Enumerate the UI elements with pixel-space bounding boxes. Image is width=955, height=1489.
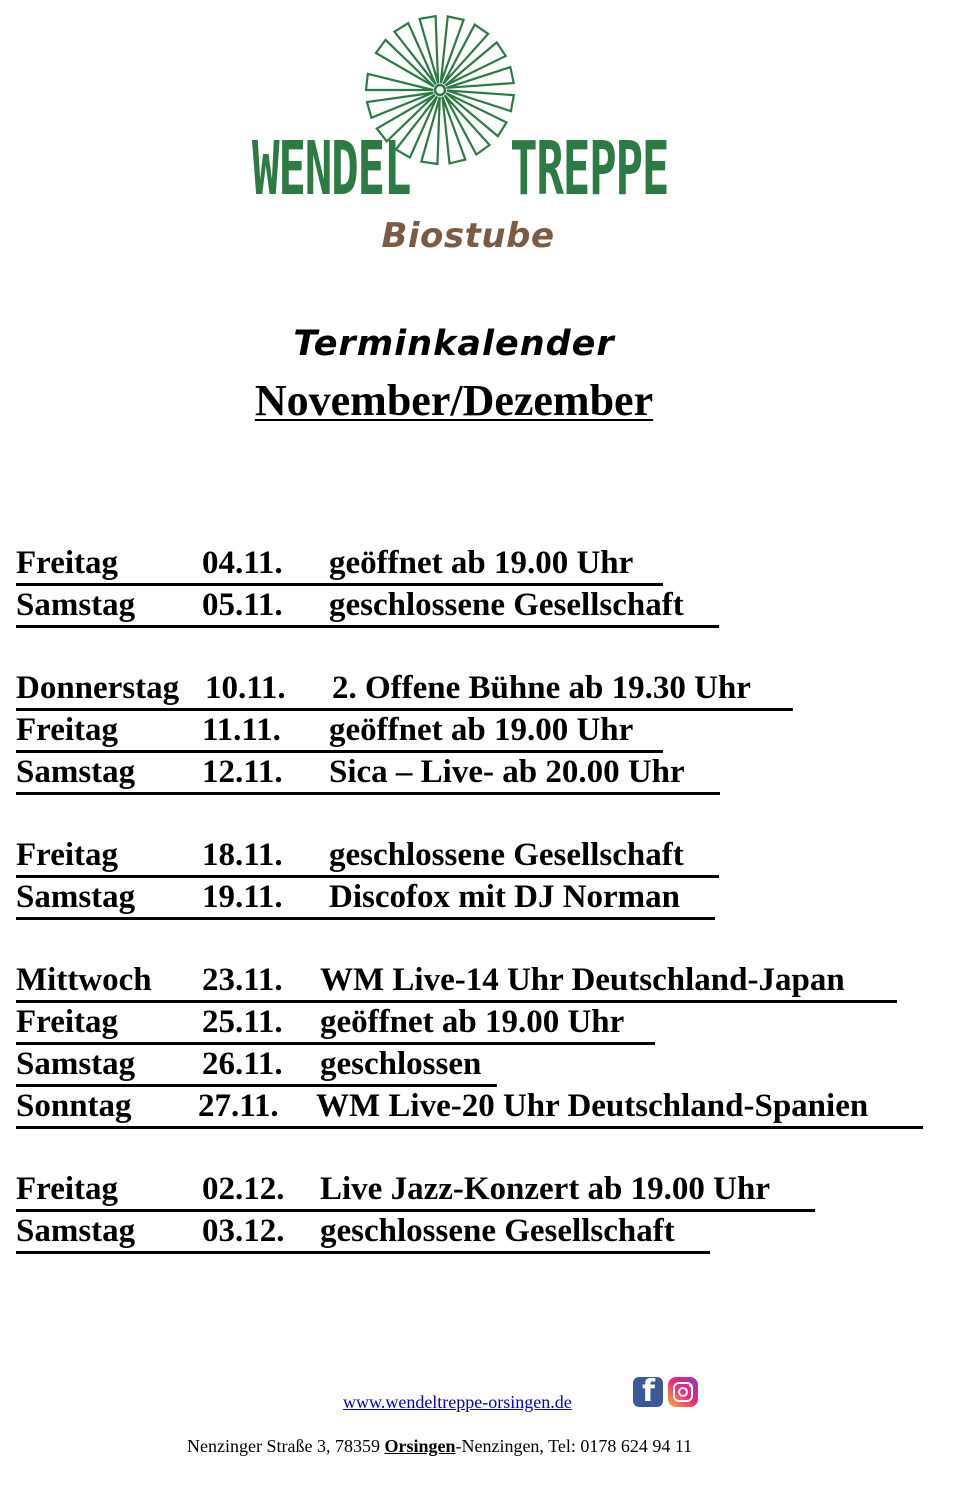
event-description: geschlossen bbox=[320, 1046, 482, 1082]
facebook-icon[interactable]: f bbox=[633, 1377, 663, 1407]
event-date: 26.11. bbox=[202, 1046, 283, 1082]
event-day: Freitag bbox=[16, 837, 119, 873]
event-row bbox=[16, 1169, 815, 1212]
event-description: geöffnet ab 19.00 Uhr bbox=[329, 545, 634, 581]
event-date: 05.11. bbox=[202, 587, 283, 623]
event-description: Sica – Live- ab 20.00 Uhr bbox=[329, 754, 685, 790]
event-day: Samstag bbox=[16, 754, 136, 790]
logo-word-wendel: WENDEL bbox=[252, 126, 411, 212]
event-date: 27.11. bbox=[198, 1088, 279, 1124]
event-date: 12.11. bbox=[202, 754, 283, 790]
event-day: Freitag bbox=[16, 1171, 119, 1207]
event-row bbox=[16, 1002, 655, 1045]
event-row bbox=[16, 752, 720, 795]
page-subtitle-months: November/Dezember bbox=[254, 376, 654, 425]
event-row bbox=[16, 543, 663, 586]
logo-word-treppe: TREPPE bbox=[510, 126, 669, 212]
event-day: Samstag bbox=[16, 587, 136, 623]
event-day: Freitag bbox=[16, 1004, 119, 1040]
address-street: Nenzinger Straße 3, 78359 bbox=[187, 1436, 385, 1456]
event-description: WM Live-14 Uhr Deutschland-Japan bbox=[320, 962, 845, 998]
event-day: Sonntag bbox=[16, 1088, 132, 1124]
event-day: Freitag bbox=[16, 545, 119, 581]
website-link[interactable]: www.wendeltreppe-orsingen.de bbox=[343, 1392, 572, 1412]
event-day: Samstag bbox=[16, 1046, 136, 1082]
address-town: Orsingen bbox=[384, 1436, 456, 1456]
event-date: 04.11. bbox=[202, 545, 283, 581]
page-title: Terminkalender bbox=[293, 324, 615, 364]
event-description: 2. Offene Bühne ab 19.30 Uhr bbox=[332, 670, 751, 706]
logo-subtitle: Biostube bbox=[381, 216, 555, 256]
event-row bbox=[16, 835, 719, 878]
event-day: Mittwoch bbox=[16, 962, 152, 998]
event-description: geschlossene Gesellschaft bbox=[320, 1213, 675, 1249]
event-row bbox=[16, 1211, 710, 1254]
event-day: Samstag bbox=[16, 879, 136, 915]
event-date: 03.12. bbox=[202, 1213, 285, 1249]
event-day: Samstag bbox=[16, 1213, 136, 1249]
logo bbox=[248, 10, 688, 260]
instagram-icon[interactable] bbox=[668, 1377, 698, 1407]
event-row bbox=[16, 710, 663, 753]
event-description: Live Jazz-Konzert ab 19.00 Uhr bbox=[320, 1171, 770, 1207]
event-date: 10.11. bbox=[205, 670, 286, 706]
event-row bbox=[16, 585, 719, 628]
event-description: geschlossene Gesellschaft bbox=[329, 837, 684, 873]
event-row bbox=[16, 1086, 923, 1129]
event-date: 25.11. bbox=[202, 1004, 283, 1040]
event-date: 19.11. bbox=[202, 879, 283, 915]
event-date: 11.11. bbox=[202, 712, 281, 748]
event-description: Discofox mit DJ Norman bbox=[329, 879, 681, 915]
event-description: WM Live-20 Uhr Deutschland-Spanien bbox=[316, 1088, 869, 1124]
event-row bbox=[16, 668, 793, 711]
event-row bbox=[16, 1044, 497, 1087]
event-row bbox=[16, 960, 897, 1003]
address-rest: -Nenzingen, Tel: 0178 624 94 11 bbox=[455, 1436, 693, 1456]
event-date: 02.12. bbox=[202, 1171, 285, 1207]
event-row bbox=[16, 877, 715, 920]
event-day: Donnerstag bbox=[16, 670, 180, 706]
event-description: geöffnet ab 19.00 Uhr bbox=[320, 1004, 625, 1040]
event-day: Freitag bbox=[16, 712, 119, 748]
event-description: geöffnet ab 19.00 Uhr bbox=[329, 712, 634, 748]
event-date: 23.11. bbox=[202, 962, 283, 998]
event-description: geschlossene Gesellschaft bbox=[329, 587, 684, 623]
event-date: 18.11. bbox=[202, 837, 283, 873]
